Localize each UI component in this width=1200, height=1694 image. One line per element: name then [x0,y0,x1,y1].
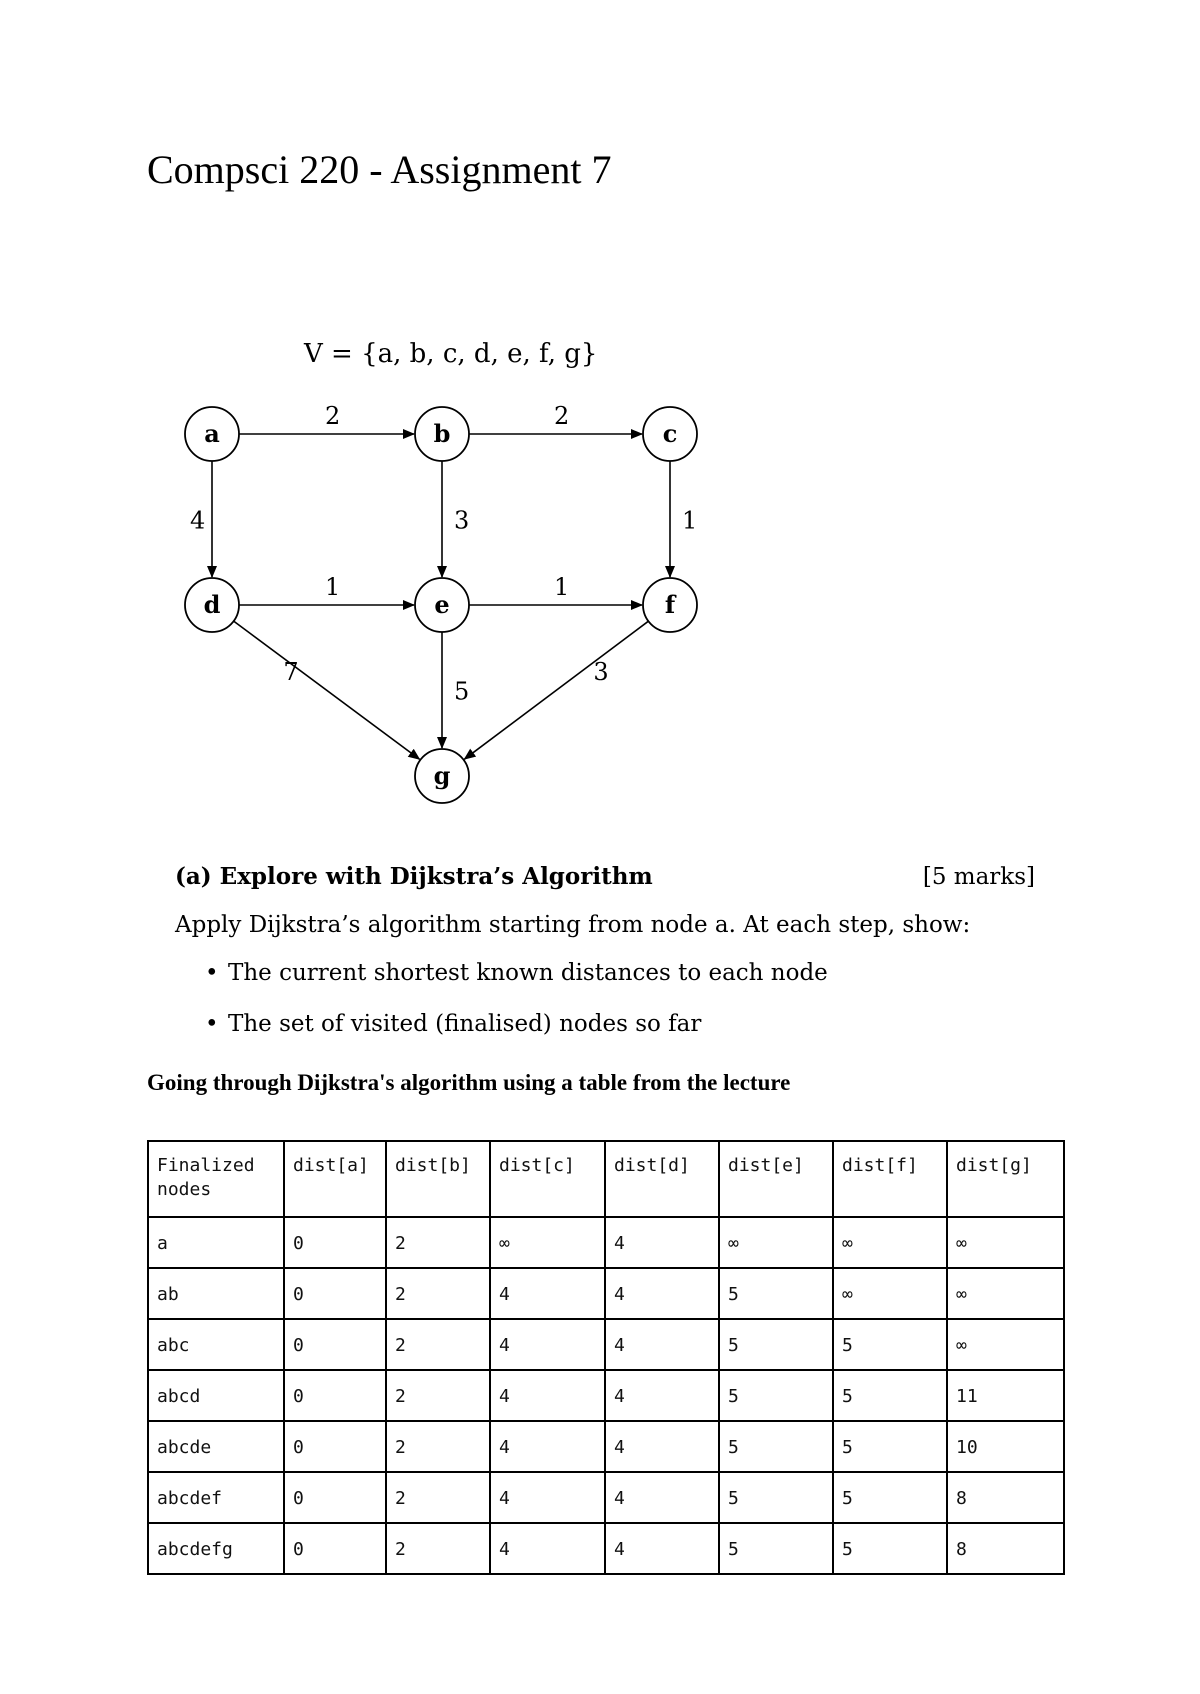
distance-table [147,1140,1065,1575]
distance-cell: ∞ [833,1268,947,1319]
part-heading-text: (a) Explore with Dijkstra’s Algorithm [175,863,653,890]
node-label: f [664,590,676,619]
header-dist-a: dist[a] [284,1141,386,1217]
distance-cell: 5 [719,1472,833,1523]
header-dist-f: dist[f] [833,1141,947,1217]
distance-cell: 5 [833,1472,947,1523]
edge-f-g [464,621,648,759]
distance-cell: 4 [605,1523,719,1574]
edge-d-g [234,621,420,759]
page-title: Compsci 220 - Assignment 7 [147,147,612,192]
instruction-bullets [205,958,828,1060]
finalized-nodes-cell: a [148,1217,284,1268]
distance-cell: 4 [490,1523,605,1574]
distance-cell: 0 [284,1217,386,1268]
graph-node-a [185,407,239,461]
distance-cell: 0 [284,1421,386,1472]
table-row [148,1421,1064,1472]
finalized-nodes-cell: abc [148,1319,284,1370]
distance-cell: 4 [605,1319,719,1370]
distance-cell: 5 [833,1523,947,1574]
graph-node-f [643,578,697,632]
graph-node-e [415,578,469,632]
edge-weight-label: 1 [554,573,570,601]
table-row [148,1268,1064,1319]
part-instruction: Apply Dijkstra’s algorithm starting from node a. At each step, show: [175,912,971,938]
node-label: d [203,590,221,619]
part-heading [175,862,1035,892]
header-dist-c: dist[c] [490,1141,605,1217]
distance-cell: 11 [947,1370,1064,1421]
table-body [148,1217,1064,1574]
edge-weight-label: 1 [682,506,698,535]
distance-cell: 5 [719,1319,833,1370]
node-label: e [434,590,450,619]
distance-cell: ∞ [947,1217,1064,1268]
distance-cell: 2 [386,1472,490,1523]
distance-cell: 2 [386,1319,490,1370]
bullet-item [205,1009,828,1039]
finalized-nodes-cell: abcdefg [148,1523,284,1574]
header-finalized-nodes: Finalized nodes [148,1141,284,1217]
distance-cell: 2 [386,1217,490,1268]
node-label: c [662,419,678,448]
distance-cell: 4 [490,1268,605,1319]
edge-weight-label: 3 [593,657,609,686]
distance-cell: ∞ [490,1217,605,1268]
edge-weight-label: 1 [325,573,341,601]
distance-cell: ∞ [947,1319,1064,1370]
distance-cell: 4 [490,1319,605,1370]
graph-node-b [415,407,469,461]
table-row [148,1319,1064,1370]
distance-cell: 2 [386,1523,490,1574]
bullet-text: The set of visited (finalised) nodes so far [228,1011,702,1037]
distance-cell: 4 [490,1472,605,1523]
distance-cell: ∞ [719,1217,833,1268]
part-marks: [5 marks] [922,864,1035,890]
edge-weight-label: 4 [190,506,206,535]
bullet-text: The current shortest known distances to each node [228,960,828,986]
header-dist-e: dist[e] [719,1141,833,1217]
header-dist-b: dist[b] [386,1141,490,1217]
distance-cell: 4 [605,1217,719,1268]
edge-weight-label: 2 [554,402,570,430]
edge-weight-label: 5 [454,677,470,706]
answer-heading: Going through Dijkstra's algorithm using a table from the lecture [147,1070,791,1095]
distance-cell: 0 [284,1268,386,1319]
distance-cell: 0 [284,1370,386,1421]
graph-node-d [185,578,239,632]
bullet-icon: • [205,960,219,986]
distance-cell: ∞ [833,1217,947,1268]
node-label: a [204,419,220,448]
edge-weight-label: 3 [454,506,470,535]
finalized-nodes-cell: abcd [148,1370,284,1421]
finalized-nodes-cell: ab [148,1268,284,1319]
bullet-item [205,958,828,988]
node-label: b [433,419,451,448]
distance-cell: 0 [284,1472,386,1523]
distance-cell: 4 [605,1370,719,1421]
table-header-row [148,1141,1064,1217]
table-row [148,1523,1064,1574]
finalized-nodes-cell: abcde [148,1421,284,1472]
distance-cell: 5 [719,1370,833,1421]
distance-cell: 0 [284,1523,386,1574]
distance-cell: 0 [284,1319,386,1370]
distance-cell: ∞ [947,1268,1064,1319]
graph-diagram [0,0,1200,840]
distance-cell: 5 [719,1523,833,1574]
distance-cell: 2 [386,1421,490,1472]
graph-node-c [643,407,697,461]
distance-cell: 10 [947,1421,1064,1472]
header-dist-g: dist[g] [947,1141,1064,1217]
distance-cell: 5 [719,1421,833,1472]
distance-cell: 4 [490,1421,605,1472]
distance-cell: 8 [947,1472,1064,1523]
distance-cell: 5 [833,1319,947,1370]
distance-cell: 5 [719,1268,833,1319]
finalized-nodes-cell: abcdef [148,1472,284,1523]
distance-cell: 4 [605,1421,719,1472]
vertex-set-label: V = {a, b, c, d, e, f, g} [304,339,598,369]
table-row [148,1217,1064,1268]
distance-cell: 2 [386,1268,490,1319]
distance-cell: 5 [833,1370,947,1421]
graph-node-g [415,749,469,803]
distance-cell: 4 [605,1472,719,1523]
distance-cell: 8 [947,1523,1064,1574]
header-dist-d: dist[d] [605,1141,719,1217]
distance-cell: 2 [386,1370,490,1421]
node-label: g [433,761,451,790]
edge-weight-label: 7 [283,657,299,686]
distance-cell: 4 [605,1268,719,1319]
table-row [148,1472,1064,1523]
table-row [148,1370,1064,1421]
distance-cell: 5 [833,1421,947,1472]
distance-cell: 4 [490,1370,605,1421]
bullet-icon: • [205,1011,219,1037]
edge-weight-label: 2 [325,402,341,430]
